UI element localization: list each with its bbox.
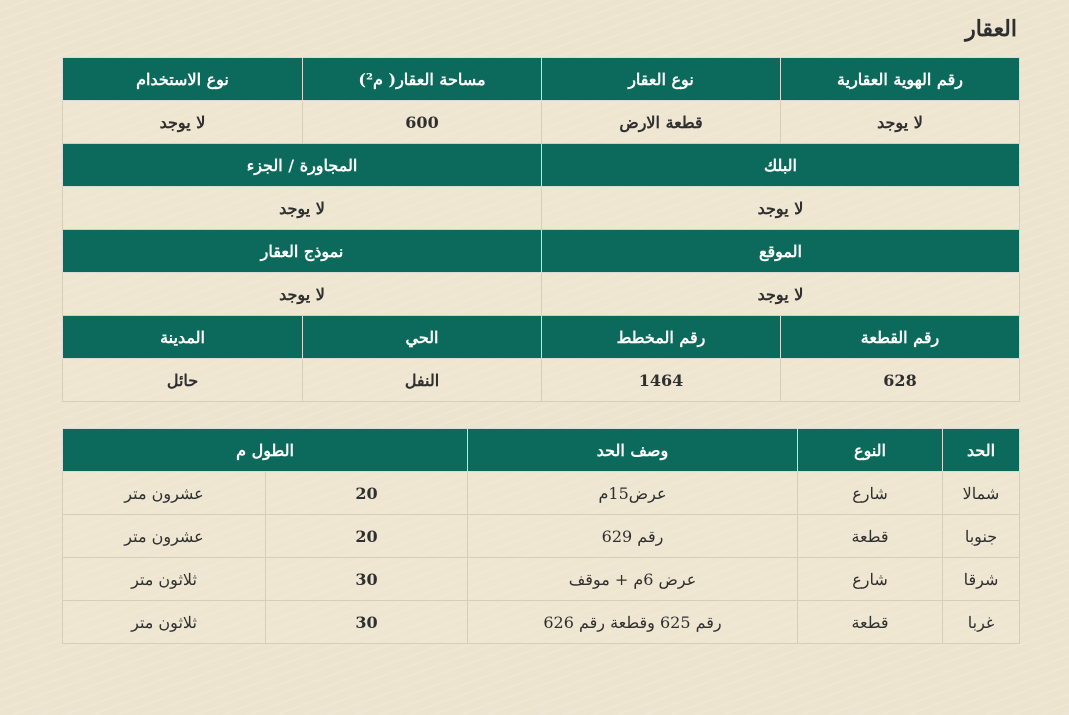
header-property-id: رقم الهوية العقارية <box>781 58 1020 101</box>
header-block: البلك <box>542 144 1020 187</box>
boundary-type: قطعة <box>798 601 943 644</box>
property-value-row-1 <box>63 101 1020 144</box>
boundary-side: جنوبا <box>943 515 1020 558</box>
value-property-model: لا يوجد <box>63 273 542 316</box>
boundaries-header-row <box>63 429 1020 472</box>
value-property-id: لا يوجد <box>781 101 1020 144</box>
property-value-row-3 <box>63 273 1020 316</box>
boundary-length-words: ثلاثون متر <box>63 558 266 601</box>
value-neighborhood-part: لا يوجد <box>63 187 542 230</box>
boundary-side: شمالا <box>943 472 1020 515</box>
value-city: حائل <box>63 359 303 402</box>
header-property-model: نموذج العقار <box>63 230 542 273</box>
property-value-row-2 <box>63 187 1020 230</box>
table-row <box>63 472 1020 515</box>
property-header-row-3 <box>63 230 1020 273</box>
boundary-length: 20 <box>266 515 468 558</box>
value-property-type: قطعة الارض <box>542 101 781 144</box>
boundary-side: شرقا <box>943 558 1020 601</box>
header-property-type: نوع العقار <box>542 58 781 101</box>
table-row <box>63 558 1020 601</box>
boundaries-table <box>62 428 1020 644</box>
boundary-type: قطعة <box>798 515 943 558</box>
header-length: الطول م <box>63 429 468 472</box>
boundary-length: 30 <box>266 558 468 601</box>
boundary-type: شارع <box>798 472 943 515</box>
value-plot-number: 628 <box>781 359 1020 402</box>
header-property-area: مساحة العقار( م²) <box>303 58 542 101</box>
value-location: لا يوجد <box>542 273 1020 316</box>
header-boundary: الحد <box>943 429 1020 472</box>
value-plan-number: 1464 <box>542 359 781 402</box>
boundary-side: غربا <box>943 601 1020 644</box>
property-header-row-4 <box>63 316 1020 359</box>
boundary-length: 20 <box>266 472 468 515</box>
boundary-length-words: ثلاثون متر <box>63 601 266 644</box>
boundary-length: 30 <box>266 601 468 644</box>
table-row <box>63 601 1020 644</box>
section-title: العقار <box>965 16 1017 42</box>
property-value-row-4 <box>63 359 1020 402</box>
property-table <box>62 57 1020 402</box>
header-boundary-description: وصف الحد <box>468 429 798 472</box>
table-row <box>63 515 1020 558</box>
header-plot-number: رقم القطعة <box>781 316 1020 359</box>
boundary-description: رقم 629 <box>468 515 798 558</box>
header-boundary-type: النوع <box>798 429 943 472</box>
header-plan-number: رقم المخطط <box>542 316 781 359</box>
header-usage-type: نوع الاستخدام <box>63 58 303 101</box>
boundary-length-words: عشرون متر <box>63 472 266 515</box>
value-property-area: 600 <box>303 101 542 144</box>
header-city: المدينة <box>63 316 303 359</box>
property-header-row-1 <box>63 58 1020 101</box>
header-neighborhood-part: المجاورة / الجزء <box>63 144 542 187</box>
boundary-length-words: عشرون متر <box>63 515 266 558</box>
header-location: الموقع <box>542 230 1020 273</box>
boundary-description: رقم 625 وقطعة رقم 626 <box>468 601 798 644</box>
boundary-description: عرض 6م + موقف <box>468 558 798 601</box>
value-usage-type: لا يوجد <box>63 101 303 144</box>
boundary-description: عرض15م <box>468 472 798 515</box>
property-header-row-2 <box>63 144 1020 187</box>
value-block: لا يوجد <box>542 187 1020 230</box>
boundary-type: شارع <box>798 558 943 601</box>
header-district: الحي <box>303 316 542 359</box>
value-district: النفل <box>303 359 542 402</box>
